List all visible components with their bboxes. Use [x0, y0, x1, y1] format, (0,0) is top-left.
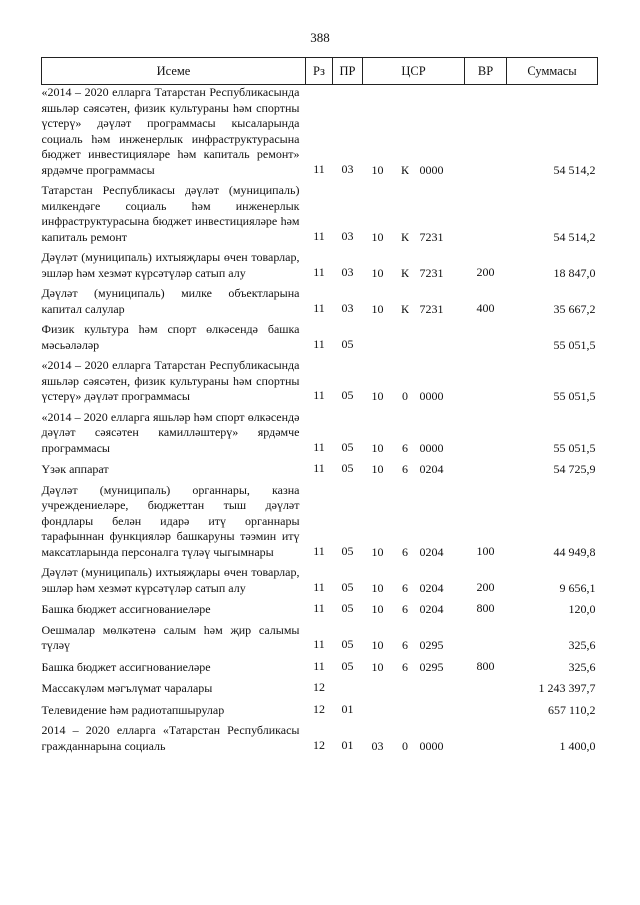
cell-csr2: 6 — [402, 580, 408, 595]
cell-pr: 05 — [341, 543, 354, 558]
cell-csr3 — [418, 702, 465, 719]
cell-csr3: 0204 — [419, 544, 444, 559]
cell-vr: 400 — [476, 300, 495, 315]
cell-pr: 05 — [341, 658, 354, 673]
cell-vr — [465, 680, 507, 697]
header-csr: ЦСР — [363, 58, 465, 85]
cell-name: «2014 – 2020 елларга Татарстан Республикасында яшьләр сәясәтен, физик культураны һәм спортны үстерү» дәүләт программасы кысаларында социаль һәм инженерлык инфраструктурасына бюджет инвестицияләре һәм капиталь ремонт» ярдәмче программасы — [41, 85, 300, 177]
cell-vr — [465, 358, 507, 405]
cell-csr1: 10 — [371, 229, 384, 244]
table-row — [42, 565, 598, 596]
table-row — [42, 183, 598, 245]
cell-sum: 325,6 — [568, 659, 596, 674]
cell-csr3: 0295 — [419, 659, 444, 674]
cell-sum: 54 725,9 — [553, 462, 596, 476]
cell-csr2: 0 — [402, 738, 408, 753]
page-number: 388 — [310, 30, 330, 45]
cell-vr: 100 — [476, 543, 495, 558]
cell-sum: 120,0 — [568, 602, 596, 616]
cell-vr: 800 — [476, 601, 495, 615]
cell-csr1: 10 — [371, 638, 384, 652]
cell-rz: 11 — [313, 300, 325, 315]
cell-sum: 1 400,0 — [559, 738, 596, 753]
cell-rz: 11 — [313, 601, 325, 615]
cell-sum: 9 656,1 — [559, 580, 596, 595]
cell-name: Татарстан Республикасы дәүләт (муниципаль) милкендәге социаль һәм инженерлык инфраструктурасына бюджет инвестицияләре һәм капиталь ремонт — [41, 183, 300, 244]
table-row — [42, 659, 598, 676]
cell-csr1: 10 — [371, 602, 384, 616]
table-row — [42, 623, 598, 654]
cell-vr — [465, 702, 507, 719]
table-row — [42, 322, 598, 353]
cell-name: «2014 – 2020 елларга Татарстан Республикасында яшьләр сәясәтен, физик культураны һәм спортны үстерү» дәүләт программасы — [41, 358, 300, 403]
header-pr: ПР — [333, 58, 363, 85]
cell-csr1 — [363, 680, 393, 697]
cell-csr2 — [393, 322, 418, 353]
cell-csr3: 0204 — [419, 462, 444, 476]
budget-table — [41, 57, 598, 754]
cell-csr2: 6 — [402, 659, 408, 674]
table-row — [42, 85, 598, 179]
cell-csr3: 0000 — [419, 162, 444, 177]
cell-sum: 325,6 — [568, 638, 596, 652]
cell-rz: 11 — [313, 461, 325, 475]
cell-name: Дәүләт (муниципаль) органнары, казна учреждениеләре, бюджеттан тыш дәүләт фондлары белән идарә итү органнары тарафыннан функцияләр башкаруны тәэмин итү максатларында персоналга түләү чыгымнары — [41, 482, 300, 559]
cell-rz: 12 — [313, 680, 325, 694]
cell-csr1: 10 — [371, 580, 384, 595]
cell-rz: 11 — [313, 543, 325, 558]
cell-sum: 18 847,0 — [553, 265, 596, 280]
cell-vr — [465, 183, 507, 245]
cell-rz: 11 — [313, 336, 325, 351]
header-vr: ВР — [465, 58, 507, 85]
cell-pr: 03 — [341, 161, 354, 176]
cell-rz: 11 — [313, 264, 325, 279]
cell-vr — [465, 623, 507, 654]
cell-rz: 11 — [313, 658, 325, 673]
cell-vr — [465, 85, 507, 179]
cell-rz: 12 — [313, 701, 325, 716]
cell-vr — [465, 322, 507, 353]
cell-csr2: 6 — [402, 638, 408, 652]
cell-rz: 11 — [313, 161, 325, 176]
cell-sum: 55 051,5 — [553, 440, 596, 455]
cell-name: Башка бюджет ассигнованиеләре — [41, 602, 211, 616]
cell-csr2: 6 — [402, 462, 408, 476]
table-row — [42, 483, 598, 561]
cell-name: 2014 – 2020 елларга «Татарстан Республикасы гражданнарына социаль — [41, 723, 300, 753]
header-name: Исеме — [42, 58, 306, 85]
cell-rz: 11 — [313, 637, 325, 651]
cell-csr3: 0295 — [419, 638, 444, 652]
cell-pr: 05 — [341, 637, 354, 651]
cell-vr: 200 — [476, 264, 495, 279]
cell-name: Дәүләт (муниципаль) милке объектларына капитал салулар — [41, 286, 300, 316]
cell-vr — [465, 723, 507, 754]
cell-vr — [465, 410, 507, 457]
table-header-row — [42, 58, 598, 85]
cell-rz: 12 — [313, 737, 325, 752]
cell-csr3: 0204 — [419, 580, 444, 595]
table-row — [42, 358, 598, 405]
cell-sum: 55 051,5 — [553, 389, 596, 403]
cell-pr: 05 — [341, 439, 354, 454]
cell-pr: 03 — [341, 264, 354, 279]
cell-csr2: К — [400, 162, 409, 177]
cell-sum: 44 949,8 — [553, 544, 596, 559]
cell-csr1 — [363, 322, 393, 353]
cell-pr: 05 — [341, 601, 354, 615]
cell-csr1: 10 — [371, 389, 384, 403]
cell-csr2: К — [400, 229, 409, 244]
table-row — [42, 601, 598, 618]
table-body — [42, 85, 598, 755]
cell-pr: 05 — [341, 579, 354, 594]
cell-rz: 11 — [313, 228, 325, 243]
cell-sum: 657 110,2 — [547, 702, 596, 717]
cell-csr1: 10 — [371, 440, 384, 455]
cell-name: Физик культура һәм спорт өлкәсендә башка мәсьәләләр — [41, 322, 300, 352]
cell-csr1: 10 — [371, 659, 384, 674]
table-row — [42, 723, 598, 754]
table-row — [42, 680, 598, 697]
table-row — [42, 250, 598, 281]
cell-pr: 05 — [341, 388, 354, 402]
cell-sum: 55 051,5 — [553, 337, 596, 352]
table-row — [42, 461, 598, 478]
cell-csr3: 7231 — [419, 301, 444, 316]
cell-rz: 11 — [313, 579, 325, 594]
cell-vr: 200 — [476, 579, 495, 594]
cell-name: Массакүләм мәгълүмат чаралары — [41, 681, 213, 695]
header-rz: Рз — [306, 58, 333, 85]
header-sum: Суммасы — [507, 58, 598, 85]
cell-name: Башка бюджет ассигнованиеләре — [41, 659, 211, 674]
cell-csr3: 0000 — [419, 738, 444, 753]
cell-csr3: 0000 — [419, 389, 444, 403]
cell-csr3 — [418, 680, 465, 697]
cell-csr2 — [393, 702, 418, 719]
cell-csr1: 10 — [371, 301, 384, 316]
table-row — [42, 286, 598, 317]
cell-rz: 11 — [313, 388, 325, 402]
cell-name: Дәүләт (муниципаль) ихтыяҗлары өчен товарлар, эшләр һәм хезмәт күрсәтүләр сатып алу — [41, 565, 300, 595]
cell-pr: 05 — [341, 336, 354, 351]
cell-name: Телевидение һәм радиотапшырулар — [41, 702, 225, 717]
cell-csr1 — [363, 702, 393, 719]
cell-pr: 03 — [341, 228, 354, 243]
cell-csr2: 6 — [402, 440, 408, 455]
cell-csr1: 10 — [371, 544, 384, 559]
cell-csr3: 0000 — [419, 440, 444, 455]
cell-csr1: 10 — [371, 162, 384, 177]
cell-csr2: 0 — [402, 389, 408, 403]
cell-name: Дәүләт (муниципаль) ихтыяҗлары өчен товарлар, эшләр һәм хезмәт күрсәтүләр сатып алу — [41, 250, 300, 280]
cell-csr3 — [418, 322, 465, 353]
cell-pr: 03 — [341, 300, 354, 315]
cell-name: «2014 – 2020 елларга яшьләр һәм спорт өлкәсендә дәүләт сәясәтен камилләштерү» ярдәмче программасы — [41, 409, 300, 455]
cell-sum: 1 243 397,7 — [538, 681, 596, 695]
cell-csr2: К — [400, 301, 409, 316]
cell-sum: 54 514,2 — [553, 229, 596, 244]
cell-csr1: 10 — [371, 462, 384, 476]
cell-name: Оешмалар мөлкәтенә салым һәм җир салымы түләү — [41, 622, 300, 652]
table-row — [42, 410, 598, 457]
cell-csr2: К — [400, 265, 409, 280]
cell-pr: 05 — [341, 461, 354, 475]
cell-csr1: 10 — [371, 265, 384, 280]
cell-csr3: 0204 — [419, 602, 444, 616]
cell-pr: 01 — [341, 701, 354, 716]
cell-csr1: 03 — [371, 738, 384, 753]
cell-name: Үзәк аппарат — [41, 462, 109, 476]
cell-vr: 800 — [476, 658, 495, 673]
cell-csr3: 7231 — [419, 229, 444, 244]
cell-csr3: 7231 — [419, 265, 444, 280]
cell-pr: 01 — [341, 737, 354, 752]
cell-sum: 54 514,2 — [553, 162, 596, 177]
cell-vr — [465, 461, 507, 478]
cell-csr2: 6 — [402, 602, 408, 616]
cell-csr2: 6 — [402, 544, 408, 559]
cell-csr2 — [393, 680, 418, 697]
cell-rz: 11 — [313, 439, 325, 454]
cell-sum: 35 667,2 — [553, 301, 596, 316]
cell-pr — [333, 680, 363, 697]
table-row — [42, 702, 598, 719]
